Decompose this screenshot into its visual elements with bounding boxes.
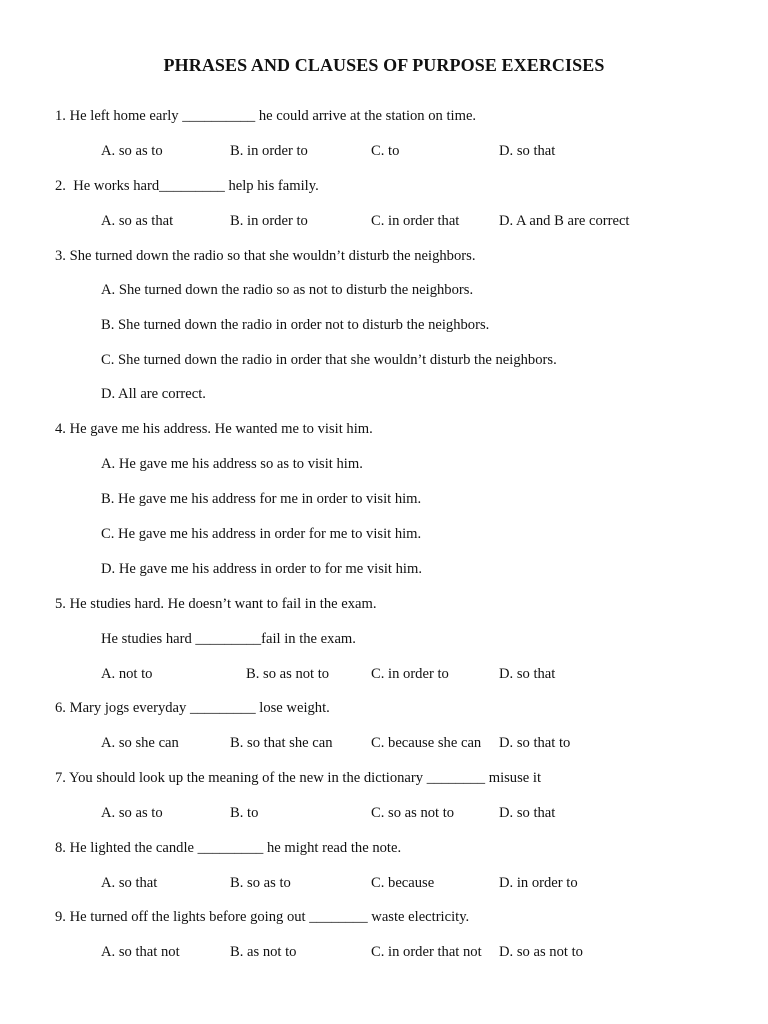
question-9-option-c: C. in order that not <box>371 944 482 960</box>
question-5-option-b: B. so as not to <box>246 666 330 682</box>
question-9-option-b: B. as not to <box>230 944 297 960</box>
question-4-option-a: A. He gave me his address so as to visit him. <box>101 456 363 472</box>
question-4-option-d: D. He gave me his address in order to for me visit him. <box>101 561 422 577</box>
question-7-text: 7. You should look up the meaning of the new in the dictionary ________ misuse it <box>55 770 542 786</box>
page-title: PHRASES AND CLAUSES OF PURPOSE EXERCISES <box>163 55 605 75</box>
question-4-option-c: C. He gave me his address in order for me to visit him. <box>101 526 422 542</box>
question-3-option-d: D. All are correct. <box>101 386 206 402</box>
question-6-option-a: A. so she can <box>101 735 179 751</box>
question-6-option-d: D. so that to <box>499 735 571 751</box>
question-2-option-b: B. in order to <box>230 213 308 229</box>
question-2-text: 2. He works hard_________ help his family. <box>55 178 319 194</box>
question-1-option-a: A. so as to <box>101 143 163 159</box>
question-5-option-c: C. in order to <box>371 666 449 682</box>
question-7-option-a: A. so as to <box>101 805 163 821</box>
question-7-option-c: C. so as not to <box>371 805 455 821</box>
question-5-option-d: D. so that <box>499 666 556 682</box>
question-7-option-b: B. to <box>230 805 259 821</box>
question-4-text: 4. He gave me his address. He wanted me to visit him. <box>55 421 373 437</box>
question-6-option-b: B. so that she can <box>230 735 333 751</box>
question-8-option-a: A. so that <box>101 875 158 891</box>
question-5-option-a: A. not to <box>101 666 153 682</box>
question-8-option-b: B. so as to <box>230 875 291 891</box>
question-1-option-d: D. so that <box>499 143 556 159</box>
question-3-option-b: B. She turned down the radio in order not to disturb the neighbors. <box>101 317 490 333</box>
question-1-option-b: B. in order to <box>230 143 308 159</box>
question-9-text: 9. He turned off the lights before going out ________ waste electricity. <box>55 909 470 925</box>
question-4-option-b: B. He gave me his address for me in order to visit him. <box>101 491 422 507</box>
question-2-option-c: C. in order that <box>371 213 460 229</box>
question-2-option-d: D. A and B are correct <box>499 213 630 229</box>
question-9-option-d: D. so as not to <box>499 944 583 960</box>
question-6-text: 6. Mary jogs everyday _________ lose weight. <box>55 700 330 716</box>
question-8-text: 8. He lighted the candle _________ he might read the note. <box>55 840 402 856</box>
question-7-option-d: D. so that <box>499 805 556 821</box>
question-6-option-c: C. because she can <box>371 735 482 751</box>
question-5-text: 5. He studies hard. He doesn’t want to fail in the exam. <box>55 596 377 612</box>
question-3-option-c: C. She turned down the radio in order that she wouldn’t disturb the neighbors. <box>101 352 557 368</box>
question-5-prompt: He studies hard _________fail in the exam. <box>101 631 356 647</box>
question-3-text: 3. She turned down the radio so that she wouldn’t disturb the neighbors. <box>55 248 476 264</box>
question-9-option-a: A. so that not <box>101 944 180 960</box>
question-8-option-c: C. because <box>371 875 435 891</box>
question-3-option-a: A. She turned down the radio so as not to disturb the neighbors. <box>101 282 474 298</box>
question-8-option-d: D. in order to <box>499 875 578 891</box>
question-1-option-c: C. to <box>371 143 400 159</box>
question-1-text: 1. He left home early __________ he could arrive at the station on time. <box>55 108 477 124</box>
question-2-option-a: A. so as that <box>101 213 174 229</box>
